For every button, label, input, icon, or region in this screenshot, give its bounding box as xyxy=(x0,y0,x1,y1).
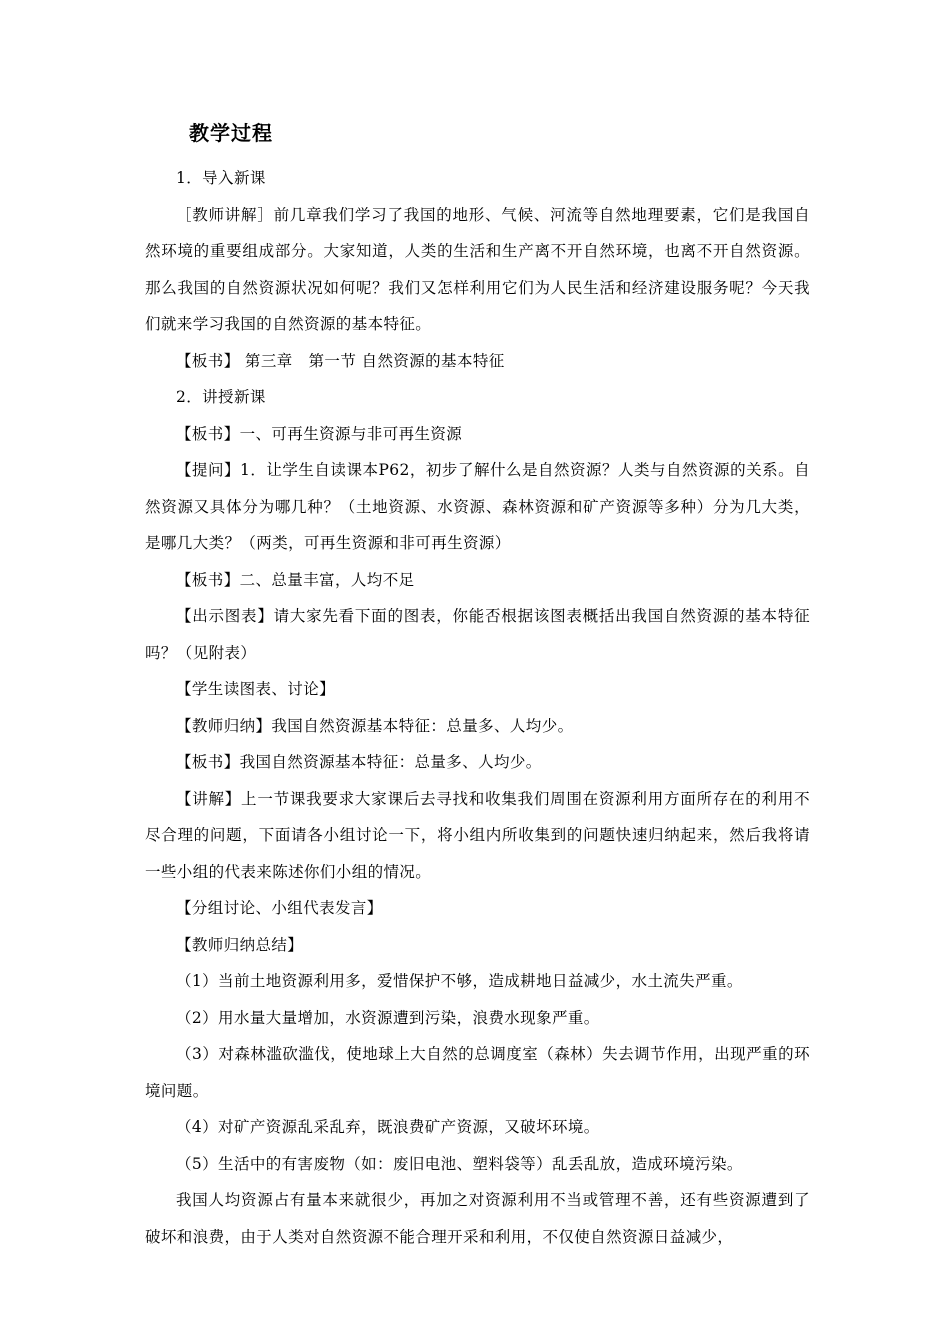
section-title: 教学过程 xyxy=(189,121,273,145)
paragraph: （5）生活中的有害废物（如：废旧电池、塑料袋等）乱丢乱放，造成环境污染。 xyxy=(176,1154,743,1173)
paragraph: 【提问】1．让学生自读课本P62，初步了解什么是自然资源？人类与自然资源的关系。自然资源又具体分为哪几种？（土地资源、水资源、森林资源和矿产资源等多种）分为几大类，是哪几大类？（两类，可再生资源和非可再生资源） xyxy=(145,461,810,552)
paragraph: 我国人均资源占有量本来就很少，再加之对资源利用不当或管理不善，还有些资源遭到了破坏和浪费，由于人类对自然资源不能合理开采和利用，不仅使自然资源日益减少， xyxy=(145,1191,810,1246)
paragraph: 【学生读图表、讨论】 xyxy=(176,680,336,698)
paragraph: 【板书】二、总量丰富，人均不足 xyxy=(176,570,415,589)
document-page xyxy=(145,118,810,1255)
paragraph: 【板书】一、可再生资源与非可再生资源 xyxy=(176,424,463,443)
paragraph: 【板书】 第三章 第一节 自然资源的基本特征 xyxy=(176,351,505,370)
paragraph: （3）对森林滥砍滥伐，使地球上大自然的总调度室（森林）失去调节作用，出现严重的环境问题。 xyxy=(145,1045,810,1100)
paragraph: （1）当前土地资源利用多，爱惜保护不够，造成耕地日益减少，水土流失严重。 xyxy=(176,972,743,990)
paragraph: 【讲解】上一节课我要求大家课后去寻找和收集我们周围在资源利用方面所存在的利用不尽合理的问题，下面请各小组讨论一下，将小组内所收集到的问题快速归纳起来，然后我将请一些小组的代表来陈述你们小组的情况。 xyxy=(145,789,810,881)
paragraph: 2．讲授新课 xyxy=(176,388,266,406)
paragraph: 【教师归纳总结】 xyxy=(176,935,304,954)
paragraph: （4）对矿产资源乱采乱弃，既浪费矿产资源，又破坏环境。 xyxy=(176,1118,600,1136)
paragraph: 【出示图表】请大家先看下面的图表，你能否根据该图表概括出我国自然资源的基本特征吗？（见附表） xyxy=(145,607,810,662)
paragraph: ［教师讲解］前几章我们学习了我国的地形、气候、河流等自然地理要素，它们是我国自然环境的重要组成部分。大家知道，人类的生活和生产离不开自然环境，也离不开自然资源。那么我国的自然资源状况如何呢？我们又怎样利用它们为人民生活和经济建设服务呢？今天我们就来学习我国的自然资源的基本特征。 xyxy=(145,205,810,333)
document-body xyxy=(145,160,810,1255)
paragraph: 【分组讨论、小组代表发言】 xyxy=(176,899,383,917)
paragraph: 1．导入新课 xyxy=(176,169,266,187)
paragraph: 【教师归纳】我国自然资源基本特征：总量多、人均少。 xyxy=(176,716,574,735)
paragraph: 【板书】我国自然资源基本特征：总量多、人均少。 xyxy=(176,753,542,771)
paragraph: （2）用水量大量增加，水资源遭到污染，浪费水现象严重。 xyxy=(176,1008,600,1027)
